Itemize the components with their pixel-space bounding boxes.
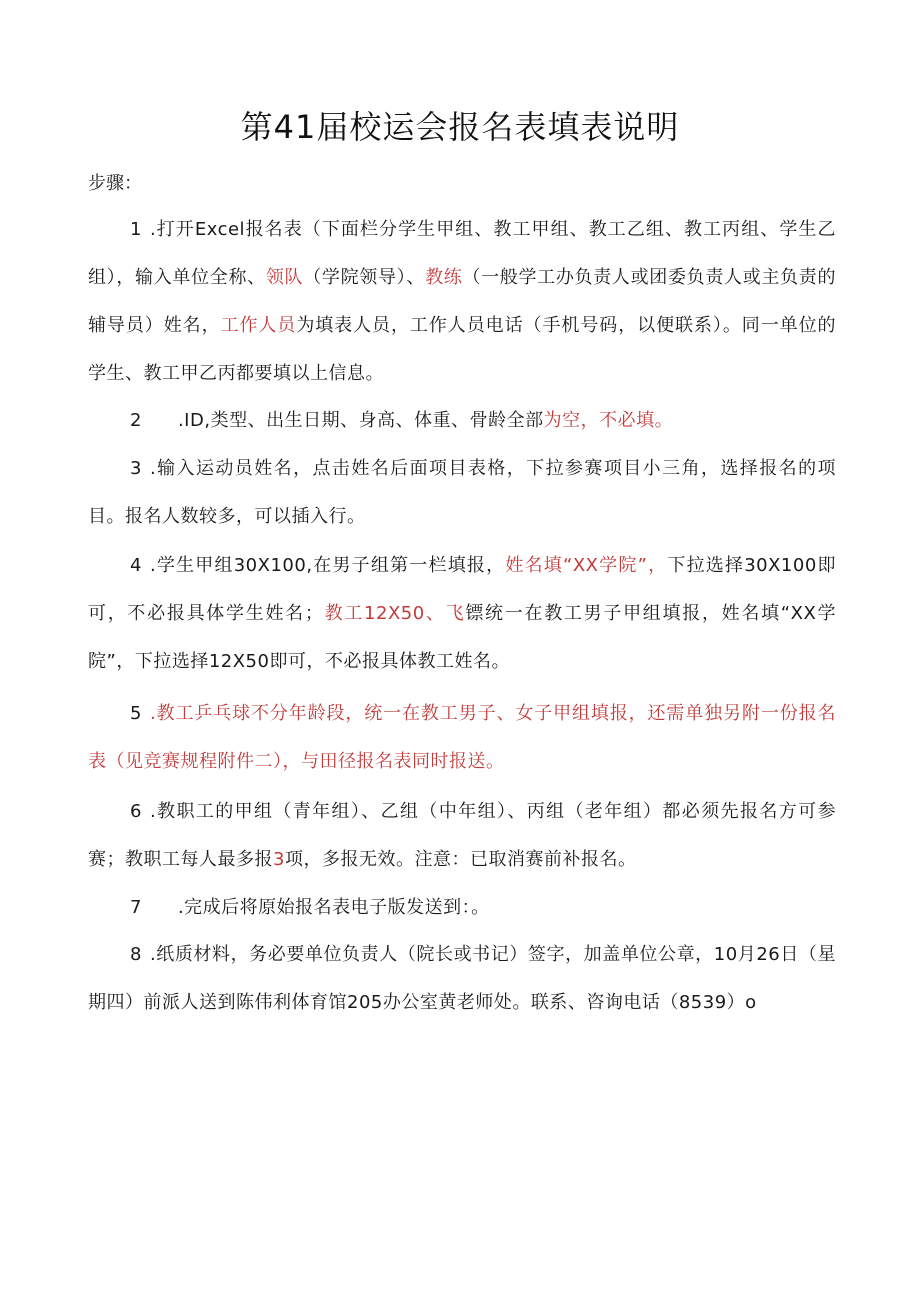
step-number: 8 bbox=[130, 944, 142, 965]
document-title: 第41届校运会报名表填表说明 bbox=[240, 108, 680, 146]
step-paragraph-4 bbox=[88, 542, 836, 686]
step-paragraph-3 bbox=[88, 445, 836, 541]
highlighted-text: 领队 bbox=[265, 267, 304, 288]
highlighted-text: 工作人员 bbox=[220, 315, 297, 336]
step-text: .打开Excel报名表（下面栏分学生甲组、教工甲组、教工乙组、教工丙组、学生乙组），输入单位全称、 bbox=[88, 219, 836, 288]
step-text: 下拉选择30X100即可，不必报具体学生姓名； bbox=[88, 555, 837, 624]
step-text: .纸质材料，务必要单位负责人（院长或书记）签字，加盖单位公章，10月26日（星期四）前派人送到陈伟利体育馆205办公室黄老师处。联系、咨询电话（8539）o bbox=[88, 944, 836, 1013]
step-paragraph-7 bbox=[88, 884, 836, 932]
step-number: 7 bbox=[130, 897, 142, 918]
highlighted-text: 姓名填“XX学院”， bbox=[505, 555, 668, 576]
step-number: 5 bbox=[130, 703, 142, 724]
step-text: .完成后将原始报名表电子版发送到：。 bbox=[177, 897, 490, 918]
step-text: （学院领导）、 bbox=[303, 267, 426, 288]
highlighted-text: 教工12X50、飞 bbox=[323, 603, 466, 624]
step-number: 2 bbox=[130, 410, 142, 431]
step-text: .ID,类型、出生日期、身高、体重、骨龄全部 bbox=[177, 410, 544, 431]
step-text: 项，多报无效。注意：已取消赛前补报名。 bbox=[284, 849, 637, 870]
step-text: 为填表人员，工作人员电话（手机号码，以便联系）。同一单位的学生、教工甲乙丙都要填以上信息。 bbox=[88, 315, 837, 384]
step-paragraph-6 bbox=[88, 788, 836, 884]
highlighted-text: 为空，不必填。 bbox=[543, 410, 674, 431]
step-paragraph-2 bbox=[88, 397, 836, 445]
step-paragraph-5 bbox=[88, 690, 836, 786]
step-text: 镖统一在教工男子甲组填报，姓名填“XX学院”，下拉选择12X50即可，不必报具体教工姓名。 bbox=[88, 603, 837, 672]
highlighted-text: 教练 bbox=[425, 267, 463, 288]
step-number: 3 bbox=[130, 458, 142, 479]
step-number: 4 bbox=[130, 555, 142, 576]
step-text: .学生甲组30X100,在男子组第一栏填报， bbox=[149, 555, 506, 576]
highlighted-text: 3 bbox=[273, 849, 285, 870]
step-number: 6 bbox=[130, 801, 142, 822]
step-paragraph-1 bbox=[88, 206, 836, 398]
step-text: （一般学工办负责人或团委负责人或主负责的辅导员）姓名， bbox=[88, 267, 836, 336]
steps-label: 步骤： bbox=[88, 173, 142, 194]
step-paragraph-8 bbox=[88, 931, 836, 1027]
highlighted-text: .教工乒乓球不分年龄段，统一在教工男子、女子甲组填报，还需单独另附一份报名表（见竞赛规程附件二），与田径报名表同时报送。 bbox=[88, 703, 836, 772]
step-text: .输入运动员姓名，点击姓名后面项目表格，下拉参赛项目小三角，选择报名的项目。报名人数较多，可以插入行。 bbox=[88, 458, 836, 527]
step-text: .教职工的甲组（青年组）、乙组（中年组）、丙组（老年组）都必须先报名方可参赛；教职工每人最多报 bbox=[88, 801, 836, 870]
step-number: 1 bbox=[130, 219, 142, 240]
